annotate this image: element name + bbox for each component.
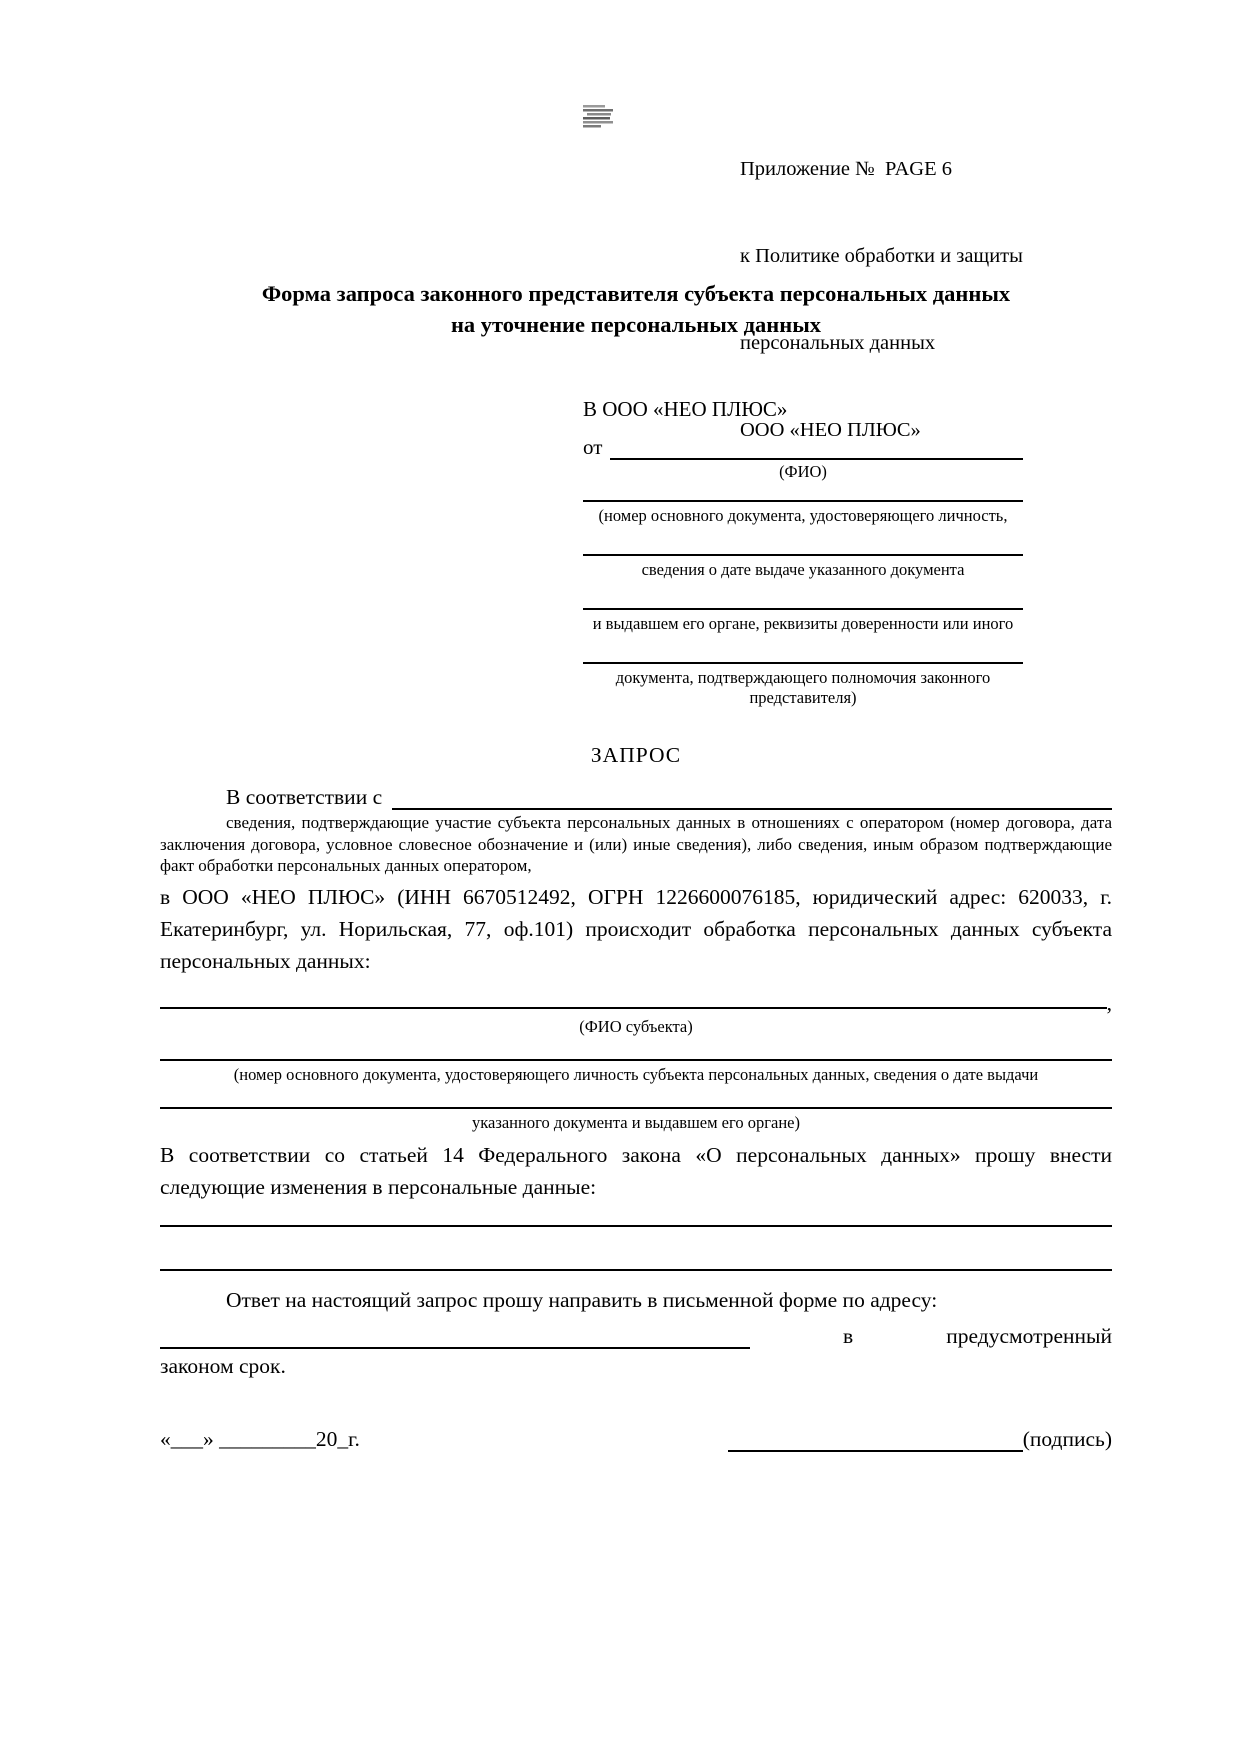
subject-fio-row	[160, 990, 1112, 1015]
footer-row	[160, 1427, 1112, 1453]
caption-issuing-authority: и выдавшем его органе, реквизиты доверенности или иного	[592, 614, 1014, 633]
caption-issue-date: сведения о дате выдаче указанного документа	[641, 560, 965, 579]
accordance-blank-line	[392, 784, 1112, 810]
addressee-to: В ООО «НЕО ПЛЮС»	[583, 397, 788, 421]
subject-doc-caption-line2: указанного документа и выдавшем его органе)	[472, 1112, 800, 1132]
form-title-line2: на уточнение персональных данных	[450, 312, 822, 337]
reply-tail: законом срок.	[160, 1353, 286, 1378]
appendix-line: к Политике обработки и защиты	[740, 245, 1023, 267]
reply-address-row	[160, 1319, 1112, 1349]
blank-line	[160, 1107, 1112, 1109]
date-line: «___» _________20_г.	[160, 1427, 360, 1452]
subject-doc-caption-line1: (номер основного документа, удостоверяющего личность субъекта персональных данных, сведения о дате выдачи	[233, 1064, 1039, 1084]
blank-line	[160, 1059, 1112, 1061]
blank-line	[583, 554, 1023, 556]
article14-paragraph: В соответствии со статьей 14 Федерального закона «О персональных данных» прошу внести следующие изменения в персональные данные:	[160, 1142, 1112, 1199]
operator-paragraph: в ООО «НЕО ПЛЮС» (ИНН 6670512492, ОГРН 1226600076185, юридический адрес: 620033, г. Екатеринбург, ул. Норильская, 77, оф.101) происходит обработка персональных данных субъекта персональных данных:	[160, 884, 1112, 973]
reply-right-word: предусмотренный	[946, 1323, 1112, 1348]
embedded-lines-icon	[583, 104, 613, 131]
appendix-line: ООО «НЕО ПЛЮС»	[740, 419, 921, 441]
footnote-paragraph: сведения, подтверждающие участие субъекта персональных данных в отношениях с оператором (номер договора, дата заключения договора, условное словесное обозначение и (или) иные сведения), либо сведения, иным образом подтверждающие факт обработки персональных данных оператором,	[160, 813, 1112, 875]
caption-representative-authority: документа, подтверждающего полномочия законного представителя)	[615, 668, 991, 707]
appendix-line: персональных данных	[740, 332, 936, 354]
reply-mid-word: в	[843, 1323, 854, 1348]
fio-caption: (ФИО)	[779, 462, 827, 481]
blank-line	[160, 1225, 1112, 1227]
subject-fio-blank-line	[160, 1007, 1107, 1009]
reply-address-blank-line	[160, 1323, 750, 1349]
document-body	[160, 278, 1112, 1452]
addressee-block	[583, 396, 1023, 708]
signature-caption: (подпись)	[1022, 1427, 1112, 1452]
from-row	[583, 431, 1023, 460]
from-blank-line	[610, 435, 1023, 460]
blank-line	[583, 500, 1023, 502]
signature-group	[728, 1427, 1112, 1453]
subject-fio-caption: (ФИО субъекта)	[579, 1016, 693, 1036]
from-label: от	[583, 435, 603, 459]
request-heading: ЗАПРОС	[590, 743, 682, 767]
form-title-line1: Форма запроса законного представителя субъекта персональных данных	[261, 281, 1011, 306]
blank-line	[160, 1269, 1112, 1271]
appendix-line: Приложение № PAGE 6	[740, 158, 952, 180]
signature-blank-line	[728, 1427, 1023, 1453]
trailing-comma: ,	[1106, 990, 1112, 1015]
blank-line	[583, 662, 1023, 664]
caption-doc-number: (номер основного документа, удостоверяющего личность,	[598, 506, 1008, 525]
accordance-lead: В соответствии с	[226, 785, 383, 809]
blank-line	[583, 608, 1023, 610]
reply-lead: Ответ на настоящий запрос прошу направить в письменной форме по адресу:	[226, 1287, 938, 1312]
accordance-row	[160, 782, 1112, 810]
form-title	[160, 278, 1112, 340]
